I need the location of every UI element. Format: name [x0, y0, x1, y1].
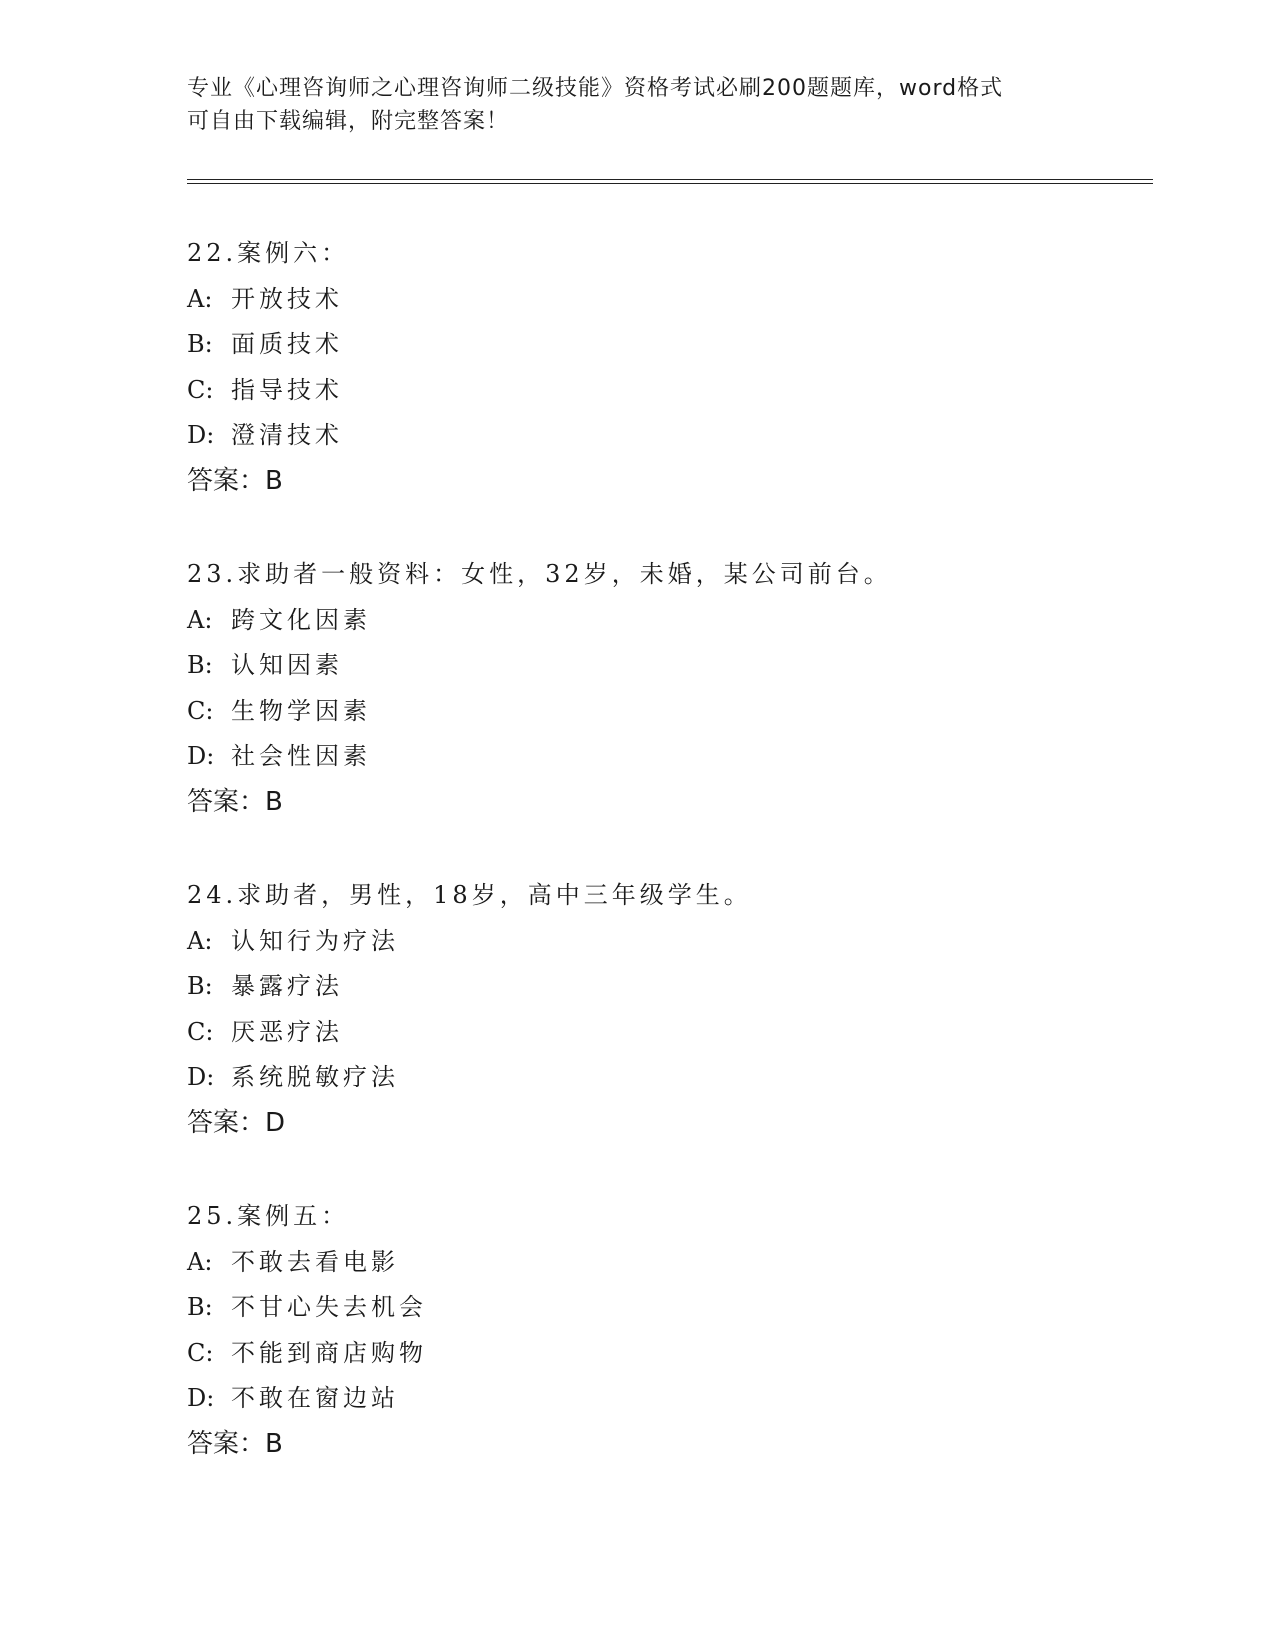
- option-d: [187, 1055, 1137, 1101]
- option-a: [187, 277, 1137, 323]
- header-line-1: 专业《心理咨询师之心理咨询师二级技能》资格考试必刷200题题库，word格式: [187, 76, 1004, 101]
- option-b: [187, 322, 1137, 368]
- question-25: [187, 1194, 1137, 1467]
- option-letter: C:: [187, 696, 214, 725]
- option-letter: D:: [187, 742, 215, 770]
- question-stem: 23.求助者一般资料：女性，32岁，未婚，某公司前台。: [187, 560, 892, 588]
- document-header: [187, 72, 1087, 138]
- question-24: [187, 873, 1137, 1146]
- option-text: 认知行为疗法: [231, 926, 399, 955]
- question-stem: 24.求助者，男性，18岁，高中三年级学生。: [187, 881, 752, 909]
- header-divider-top: [187, 179, 1153, 180]
- option-b: [187, 1285, 1137, 1331]
- option-text: 暴露疗法: [231, 972, 343, 1000]
- option-a: [187, 1240, 1137, 1286]
- header-line-2: 可自由下载编辑，附完整答案！: [187, 109, 510, 134]
- option-b: [187, 964, 1137, 1010]
- option-letter: D:: [187, 1063, 215, 1091]
- option-letter: C:: [187, 1338, 214, 1367]
- option-text: 不能到商店购物: [231, 1338, 427, 1367]
- option-text: 澄清技术: [231, 421, 343, 449]
- header-divider-bottom: [187, 183, 1153, 184]
- option-d: [187, 734, 1137, 780]
- option-text: 认知因素: [231, 651, 343, 679]
- option-text: 生物学因素: [231, 696, 371, 725]
- question-stem: 22.案例六：: [187, 239, 350, 267]
- option-c: [187, 368, 1137, 414]
- option-b: [187, 643, 1137, 689]
- option-letter: A:: [187, 926, 213, 955]
- option-a: [187, 919, 1137, 965]
- option-a: [187, 598, 1137, 644]
- answer-line: 答案：B: [187, 465, 283, 496]
- option-text: 厌恶疗法: [231, 1017, 343, 1046]
- option-text: 不敢去看电影: [231, 1247, 399, 1276]
- option-text: 社会性因素: [231, 742, 371, 770]
- option-text: 面质技术: [231, 330, 343, 358]
- option-letter: A:: [187, 605, 213, 634]
- option-text: 不敢在窗边站: [231, 1384, 399, 1412]
- option-letter: D:: [187, 1384, 215, 1412]
- option-text: 指导技术: [231, 375, 343, 404]
- option-text: 不甘心失去机会: [231, 1293, 427, 1321]
- option-letter: B:: [187, 1293, 213, 1321]
- option-letter: D:: [187, 421, 215, 449]
- question-22: [187, 231, 1137, 504]
- option-c: [187, 1331, 1137, 1377]
- option-text: 系统脱敏疗法: [231, 1063, 399, 1091]
- option-letter: B:: [187, 972, 213, 1000]
- answer-line: 答案：D: [187, 1107, 286, 1138]
- option-d: [187, 1376, 1137, 1422]
- option-letter: C:: [187, 1017, 214, 1046]
- option-letter: B:: [187, 330, 213, 358]
- option-letter: A:: [187, 284, 213, 313]
- option-letter: B:: [187, 651, 213, 679]
- question-stem: 25.案例五：: [187, 1202, 350, 1230]
- option-c: [187, 1010, 1137, 1056]
- option-letter: A:: [187, 1247, 213, 1276]
- option-text: 跨文化因素: [231, 605, 371, 634]
- option-text: 开放技术: [231, 284, 343, 313]
- answer-line: 答案：B: [187, 786, 283, 817]
- question-23: [187, 552, 1137, 825]
- option-d: [187, 413, 1137, 459]
- option-c: [187, 689, 1137, 735]
- answer-line: 答案：B: [187, 1428, 283, 1459]
- option-letter: C:: [187, 375, 214, 404]
